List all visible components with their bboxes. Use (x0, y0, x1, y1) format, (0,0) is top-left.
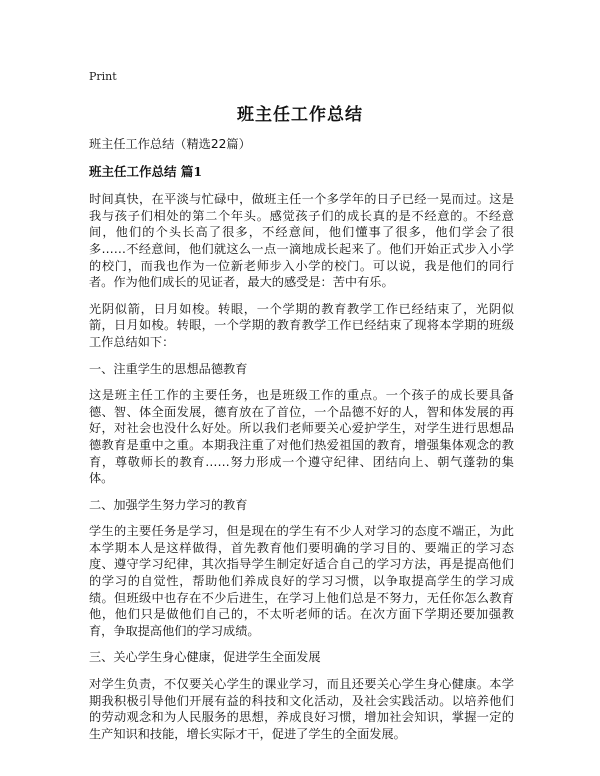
subsection-paragraph-2: 学生的主要任务是学习，但是现在的学生有不少人对学习的态度不端正，为此本学期本人是这样做得，首先教育他们要明确的学习目的、要端正的学习态度、遵守学习纪律，其次指导学生制定好适合自己的学习方法，再是提高他们的学习的自觉性，帮助他们养成良好的学习习惯，以争取提高学生的学习成绩。但班级中也存在不少后进生，在学习上他们总是不努力，无任你怎么教育他，他们只是做他们自己的，不太听老师的话。在次方面下学期还要加强教育，争取提高他们的学习成绩。 (89, 524, 514, 638)
subsection-paragraph-3: 对学生负责，不仅要关心学生的课业学习，而且还要关心学生身心健康。本学期我积极引导他们开展有益的科技和文化活动，及社会实践活动。以培养他们的劳动观念和为人民服务的思想，养成良好习惯，增加社会知识，掌握一定的生产知识和技能，增长实际才干，促进了学生的全面发展。 (89, 677, 514, 741)
intro-paragraph-2: 光阴似箭，日月如梭。转眼，一个学期的教育教学工作已经结束了，光阴似箭，日月如梭。转眼，一个学期的教育教学工作已经结束了现将本学期的班级工作总结如下： (89, 301, 514, 349)
subsection-heading-1: 一、注重学生的思想品德教育 (89, 361, 248, 376)
intro-paragraph-1: 时间真快，在平淡与忙碌中，做班主任一个多学年的日子已经一晃而过。这是我与孩子们相处的第二个年头。感觉孩子们的成长真的是不经意的。不经意间，他们的个头长高了很多，不经意间，他们懂事了很多，他们学会了很多……不经意间，他们就这么一点一滴地成长起来了。他们开始正式步入小学的校门，而我也作为一位新老师步入小学的校门。可以说，我是他们的同行者。作为他们成长的见证者，最大的感受是：苦中有乐。 (89, 192, 514, 290)
document-subtitle: 班主任工作总结（精选22篇） (89, 137, 251, 151)
page-title: 班主任工作总结 (237, 105, 363, 125)
print-label: Print (89, 70, 117, 83)
subsection-heading-2: 二、加强学生努力学习的教育 (89, 497, 248, 512)
subsection-heading-3: 三、关心学生身心健康，促进学生全面发展 (89, 650, 321, 665)
section-heading: 班主任工作总结 篇1 (89, 163, 203, 179)
document-body (89, 136, 514, 752)
subsection-paragraph-1: 这是班主任工作的主要任务，也是班级工作的重点。一个孩子的成长要具备德、智、体全面发展，德育放在了首位，一个品德不好的人，智和体发展的再好，对社会也没什么好处。所以我们老师要关心爱护学生，对学生进行思想品德教育是重中之重。本期我注重了对他们热爱祖国的教育，增强集体观念的教育，尊敬师长的教育……努力形成一个遵守纪律、团结向上、朝气蓬勃的集体。 (89, 388, 514, 486)
